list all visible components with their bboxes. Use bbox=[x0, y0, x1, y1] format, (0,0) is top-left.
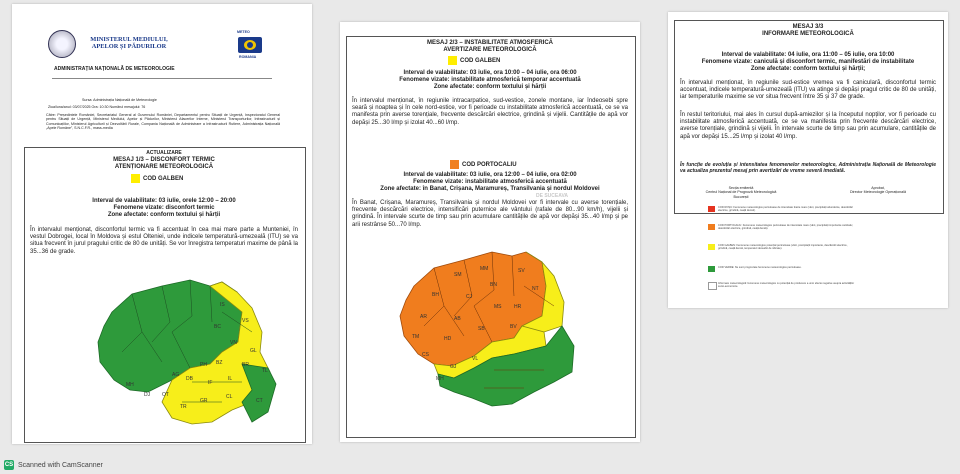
camscanner-icon: CS bbox=[4, 462, 14, 468]
county-label-bz: BZ bbox=[216, 360, 223, 366]
county-label-tr: TR bbox=[180, 404, 187, 410]
county-label-ms: MS bbox=[494, 304, 502, 310]
county-label-vs: VS bbox=[242, 318, 249, 324]
county-label-ct: CT bbox=[256, 398, 263, 404]
legend-text-yellow: COD GALBEN: Fenomene meteorologice potențial periculoase (vânt, precipitații importante, descărcări electrice, grindină, ceață densă, temperaturi deosebit de ridicate). bbox=[718, 244, 848, 250]
message-title: MESAJ 1/3 – DISCONFORT TERMIC bbox=[113, 157, 215, 163]
code-yellow-label: COD GALBEN bbox=[131, 174, 183, 183]
phenomena-3: Fenomene vizate: caniculă și disconfort termic, manifestări de instabilitate bbox=[701, 59, 915, 65]
county-label-ar: AR bbox=[420, 314, 427, 320]
romania-map-heat bbox=[92, 272, 282, 432]
county-label-tm: TM bbox=[412, 334, 420, 340]
county-label-gl: GL bbox=[250, 348, 257, 354]
scanner-label: Scanned with CamScanner bbox=[18, 461, 103, 469]
county-label-gr: GR bbox=[200, 398, 208, 404]
message-body-3a: În intervalul menționat, în regiunile sud-estice vremea va fi caniculară, disconfortul termic accentuat, indicele temperatură-umezeală (ITU) va atinge și depăși pragul critic de 80 de unități, iar temperaturile maxime se vor situa frecvent între 35 și 37 de grade. bbox=[680, 80, 936, 101]
county-label-sb: SB bbox=[478, 326, 485, 332]
legend-text-green: COD VERDE: Nu sunt prognozate fenomene meteorologice periculoase. bbox=[718, 266, 802, 269]
zones-yellow: Zone afectate: conform textului și hărții bbox=[433, 84, 547, 90]
message-subtitle-3: INFORMARE METEOROLOGICĂ bbox=[762, 31, 854, 37]
sig-left-line-3: București bbox=[733, 194, 749, 199]
source-line: Sursa: Administrația Națională de Meteorologie bbox=[82, 98, 157, 102]
legend-text-info: Informare meteorologică: fenomene meteorologice cu potențial de producere a unor efecte negative asupra activităților socio-economice. bbox=[718, 282, 855, 288]
validity-interval-3: Interval de valabilitate: 04 iulie, ora 11:00 – 05 iulie, ora 10:00 bbox=[721, 52, 895, 58]
update-label: ACTUALIZARE bbox=[146, 150, 182, 156]
sig-right-line-1: Aprobat, bbox=[871, 186, 885, 190]
legend-swatch-red bbox=[708, 206, 715, 212]
county-label-bh: BH bbox=[432, 292, 439, 298]
date-line: Ziua/luna/anul: 03/07/2025 Ora: 10:30 Numărul mesajului: 76 bbox=[48, 105, 146, 109]
ministry-line-2: APELOR ȘI PĂDURILOR bbox=[91, 43, 167, 50]
county-label-bn: BN bbox=[490, 282, 497, 288]
county-label-nt: NT bbox=[532, 286, 539, 292]
county-label-bc: BC bbox=[214, 324, 221, 330]
code-yellow-label-2: COD GALBEN bbox=[448, 56, 500, 65]
agency-name: ADMINISTRAȚIA NAȚIONALĂ DE METEOROLOGIE bbox=[54, 66, 175, 72]
signature-right bbox=[828, 186, 928, 195]
document-page-3 bbox=[668, 12, 948, 308]
county-label-vn: VN bbox=[230, 340, 237, 346]
county-label-ot: OT bbox=[162, 392, 169, 398]
meteo-label: METEO bbox=[237, 30, 250, 34]
message-body-orange: În Banat, Crișana, Maramureș, Transilvania și nordul Moldovei vor fi intervale cu averse torențiale, frecvente descărcări electrice, intensificări puternice ale vântului (rafale de 80...90 km/h), vijelii și grindină. În intervale scurte de timp sau prin acumulare cantitățile de apă vor depăși 35...40 l/mp și pe arii restrânse 50...70 l/mp. bbox=[352, 200, 628, 228]
county-label-mh-2: MH bbox=[436, 376, 444, 382]
county-label-ab: AB bbox=[454, 316, 461, 322]
county-label-il: IL bbox=[228, 376, 233, 382]
recipients-text: Către: Președintele României, Secretariatul General al Guvernului României, Departamentul pentru Situații de Urgență, Inspectoratul General pentru Situații de Urgență, Ministerul Mediului, Apelor și Pădurilor, Ministerul Afacerilor Interne, Ministerul Transporturilor, Infrastructurii și Comunicațiilor, Ministerul Agriculturii și Dezvoltării Rurale, Compania Națională de Administrare a Infrastructurii Rutiere, Administrația Națională „Apele Române”, S.N.C.F.R., mass-media bbox=[46, 113, 280, 131]
phenomena-yellow: Fenomene vizate: instabilitate atmosferică temporar accentuată bbox=[399, 77, 581, 83]
legend-swatch-info bbox=[708, 282, 717, 290]
meteo-logo-icon bbox=[238, 37, 262, 53]
message-body-3b: În restul teritoriului, mai ales în cursul după-amiezilor și la începutul nopților, vor fi perioade cu instabilitate atmosferică accentuată, ce se va manifesta prin frecvente descărcări electrice, averse torențiale, grindină și vijelii. În intervale scurte de timp sau prin acumulare, cantitățile de apă vor depăși 15...25 l/mp și izolat 40 l/mp. bbox=[680, 112, 936, 140]
ministry-name bbox=[74, 36, 184, 50]
document-page-1 bbox=[12, 4, 312, 444]
county-label-cl: CL bbox=[226, 394, 233, 400]
county-label-sm: SM bbox=[454, 272, 462, 278]
validity-interval: Interval de valabilitate: 03 iulie, orele 12:00 – 20:00 bbox=[92, 198, 236, 204]
document-page-2 bbox=[340, 22, 640, 442]
legend-text-orange: COD PORTOCALIU: Fenomene meteorologice periculoase de intensitate mare (vânt, precipitații importante cantitativ, descărcări electrice, grindină, ceață densă). bbox=[718, 224, 853, 230]
code-orange-label: COD PORTOCALIU bbox=[450, 160, 517, 169]
county-label-br: BR bbox=[242, 362, 249, 368]
romania-label: ROMANIA bbox=[239, 55, 257, 59]
message-subtitle: ATENȚIONARE METEOROLOGICĂ bbox=[114, 164, 214, 170]
watermark-text: DE SUCEAVA bbox=[536, 193, 569, 199]
romania-map-instability bbox=[394, 246, 594, 416]
message-title-2: MESAJ 2/3 – INSTABILITATE ATMOSFERICĂ bbox=[426, 40, 553, 46]
message-body-yellow: În intervalul menționat, în regiunile intracarpatice, sud-vestice, zonele montane, iar îndeosebi spre seară și noaptea și în cele nord-estice, vor fi perioade cu instabilitate atmosferică accentuată, ce se va manifesta prin averse torențiale, frecvente descărcări electrice, grindină și vijelii. Cantitățile de apă vor depăși 25...30 l/mp și izolat 40...60 l/mp. bbox=[352, 98, 628, 126]
county-label-if: IF bbox=[208, 380, 213, 386]
county-label-sv: SV bbox=[518, 268, 525, 274]
county-label-ag: AG bbox=[172, 372, 180, 378]
sig-left-line-1: Secția emitentă bbox=[728, 186, 754, 190]
validity-interval-orange: Interval de valabilitate: 03 iulie, ora 12:00 – 04 iulie, ora 02:00 bbox=[403, 172, 577, 178]
county-label-cs: CS bbox=[422, 352, 429, 358]
scanner-watermark bbox=[4, 460, 103, 470]
phenomena: Fenomene vizate: disconfort termic bbox=[113, 205, 215, 211]
legend-text-red: COD ROȘU: Fenomene meteorologice periculoase de intensitate foarte mare (vânt, precipitații abundente, descărcări electrice, grindină, ceață densă). bbox=[718, 206, 853, 212]
legend-swatch-green bbox=[708, 266, 715, 272]
county-label-bv: BV bbox=[510, 324, 517, 330]
sig-left-line-2: Centrul Național de Prognoză Meteorologică bbox=[705, 190, 777, 195]
legend-swatch-orange bbox=[708, 224, 715, 230]
ministry-line-1: MINISTERUL MEDIULUI, bbox=[90, 36, 168, 43]
legend-swatch-yellow bbox=[708, 244, 715, 250]
validity-interval-yellow: Interval de valabilitate: 03 iulie, ora 10:00 – 04 iulie, ora 06:00 bbox=[403, 70, 577, 76]
county-label-hr: HR bbox=[514, 304, 522, 310]
message-subtitle-2: AVERTIZARE METEOROLOGICĂ bbox=[443, 47, 537, 53]
sig-right-line-2: Director Meteorologie Operațională bbox=[850, 190, 906, 195]
yellow-square-icon bbox=[131, 174, 140, 183]
county-label-vl: VL bbox=[472, 356, 479, 362]
county-label-dj: DJ bbox=[144, 392, 151, 398]
message-title-3: MESAJ 3/3 bbox=[792, 24, 824, 30]
county-label-is: IS bbox=[220, 302, 225, 308]
county-label-hd: HD bbox=[444, 336, 452, 342]
message-body: În intervalul menționat, disconfortul termic va fi accentuat în cea mai mare parte a Munteniei, în vestul Dobrogei, local în Moldova și estul Olteniei, unde indicele temperatură-umezeală (ITU) se va situa frecvent în jurul pragului critic de 80 de unități. Se vor înregistra temperaturi maxime de până la 35...36 de grade. bbox=[30, 227, 298, 255]
county-label-tl: TL bbox=[262, 368, 268, 374]
county-label-db: DB bbox=[186, 376, 193, 382]
zones-orange: Zone afectate: în Banat, Crișana, Maramureș, Transilvania și nordul Moldovei bbox=[380, 186, 600, 192]
county-label-mm: MM bbox=[480, 266, 489, 272]
government-crest-icon bbox=[48, 30, 76, 58]
county-label-ph: PH bbox=[200, 362, 207, 368]
county-label-cj: CJ bbox=[466, 294, 473, 300]
affected-zones: Zone afectate: conform textului și hărții bbox=[107, 212, 221, 218]
county-label-mh: MH bbox=[126, 382, 134, 388]
county-label-gj: GJ bbox=[450, 364, 457, 370]
phenomena-orange: Fenomene vizate: instabilitate atmosferică accentuată bbox=[413, 179, 567, 185]
orange-square-icon bbox=[450, 160, 459, 169]
update-note: În funcție de evoluția și intensitatea fenomenelor meteorologice, Administrația Națională de Meteorologie va actualiza prezentul mesaj prin avertizări de vreme severă imediată. bbox=[680, 162, 936, 174]
signature-left bbox=[686, 186, 796, 199]
yellow-square-icon bbox=[448, 56, 457, 65]
header-divider bbox=[52, 78, 272, 79]
zones-3: Zone afectate: conform textului și hărții; bbox=[750, 66, 866, 72]
